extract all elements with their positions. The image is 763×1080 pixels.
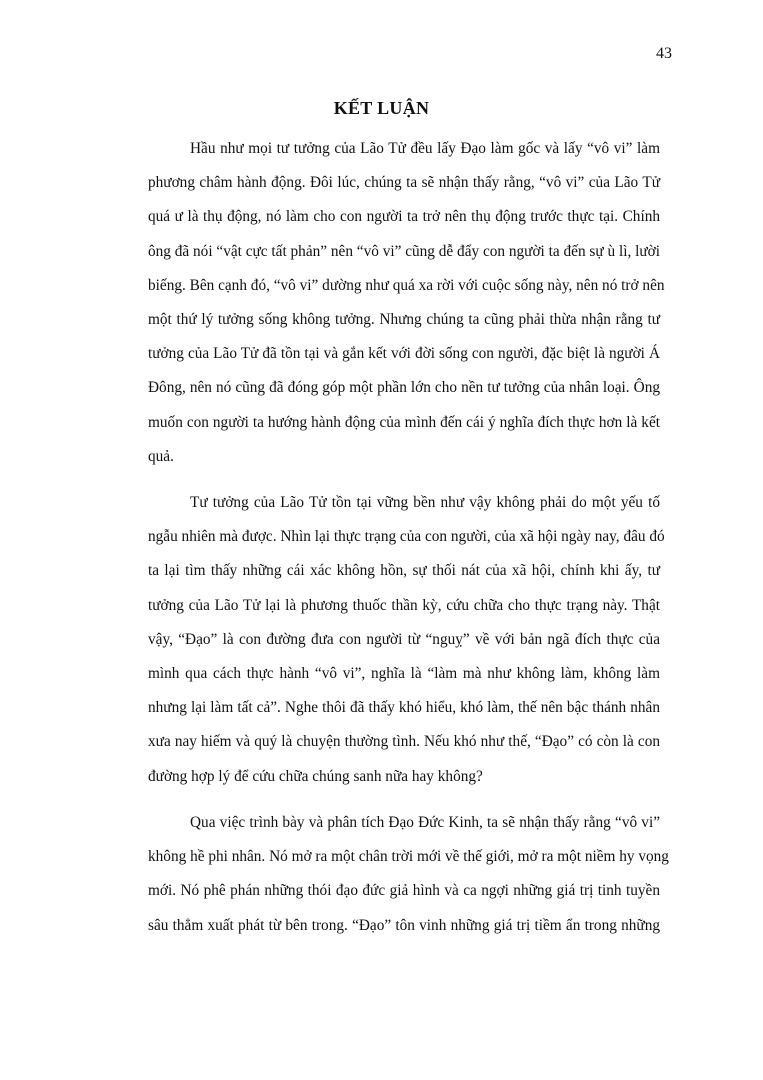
page-number: 43 <box>656 45 672 62</box>
text-line: Hầu như mọi tư tưởng của Lão Tử đều lấy Đạo làm gốc và lấy “vô vi” làm <box>190 140 660 157</box>
text-line: phương châm hành động. Đôi lúc, chúng ta sẽ nhận thấy rằng, “vô vi” của Lão Tử <box>148 174 660 192</box>
text-line: vậy, “Đạo” là con đường đưa con người từ “nguỵ” về với bản ngã đích thực của <box>148 630 660 648</box>
text-line: muốn con người ta hướng hành động của mình đến cái ý nghĩa đích thực hơn là kết <box>148 413 660 431</box>
section-title: KẾT LUẬN <box>333 98 430 118</box>
text-line: xưa nay hiếm và quý là chuyện thường tình. Nếu khó như thế, “Đạo” có còn là con <box>148 733 660 751</box>
text-line: Qua việc trình bày và phân tích Đạo Đức Kinh, ta sẽ nhận thấy rằng “vô vi” <box>190 814 660 831</box>
text-line: nhưng lại làm tất cả”. Nghe thôi đã thấy khó hiểu, khó làm, thế nên bậc thánh nhân <box>148 699 660 717</box>
paragraph-2 <box>148 486 665 794</box>
text-line: biếng. Bên cạnh đó, “vô vi” dường như quá xa rời với cuộc sống này, nên nó trở nên <box>148 276 665 294</box>
text-line: ông đã nói “vật cực tất phản” nên “vô vi” cũng dễ đẩy con người ta đến sự ù lì, lười <box>148 242 660 260</box>
paragraph-3 <box>148 806 669 943</box>
text-line: mới. Nó phê phán những thói đạo đức giả hình và ca ngợi những giá trị tinh tuyền <box>148 882 660 900</box>
text-line: một thứ lý tưởng sống không tưởng. Nhưng chúng ta cũng phải thừa nhận rằng tư <box>148 310 660 328</box>
text-line: Đông, nên nó cũng đã đóng góp một phần lớn cho nền tư tưởng của nhân loại. Ông <box>148 379 660 397</box>
text-line: quá ư là thụ động, nó làm cho con người ta trở nên thụ động trước thực tại. Chính <box>148 208 660 226</box>
paragraph-1 <box>148 132 665 474</box>
text-line: tưởng của Lão Tử lại là phương thuốc thần kỳ, cứu chữa cho thực trạng này. Thật <box>148 596 660 614</box>
text-line: ta lại tìm thấy những cái xác không hồn, sự thối nát của xã hội, chính khi ấy, tư <box>148 562 660 580</box>
text-line: ngẫu nhiên mà được. Nhìn lại thực trạng của con người, của xã hội ngày nay, đâu đó <box>148 528 665 546</box>
text-line: quả. <box>148 447 174 465</box>
text-line: sâu thẳm xuất phát từ bên trong. “Đạo” tôn vinh những giá trị tiềm ẩn trong những <box>148 916 660 934</box>
text-line: Tư tưởng của Lão Tử tồn tại vững bền như vậy không phải do một yếu tố <box>190 494 660 511</box>
text-line: mình qua cách thực hành “vô vi”, nghĩa là “làm mà như không làm, không làm <box>148 664 660 682</box>
text-line: đường hợp lý để cứu chữa chúng sanh nữa hay không? <box>148 767 483 785</box>
text-line: không hề phi nhân. Nó mở ra một chân trời mới về thế giới, mở ra một niềm hy vọng <box>148 848 669 866</box>
text-line: tưởng của Lão Tử đã tồn tại và gắn kết với đời sống con người, đặc biệt là người Á <box>148 345 660 363</box>
